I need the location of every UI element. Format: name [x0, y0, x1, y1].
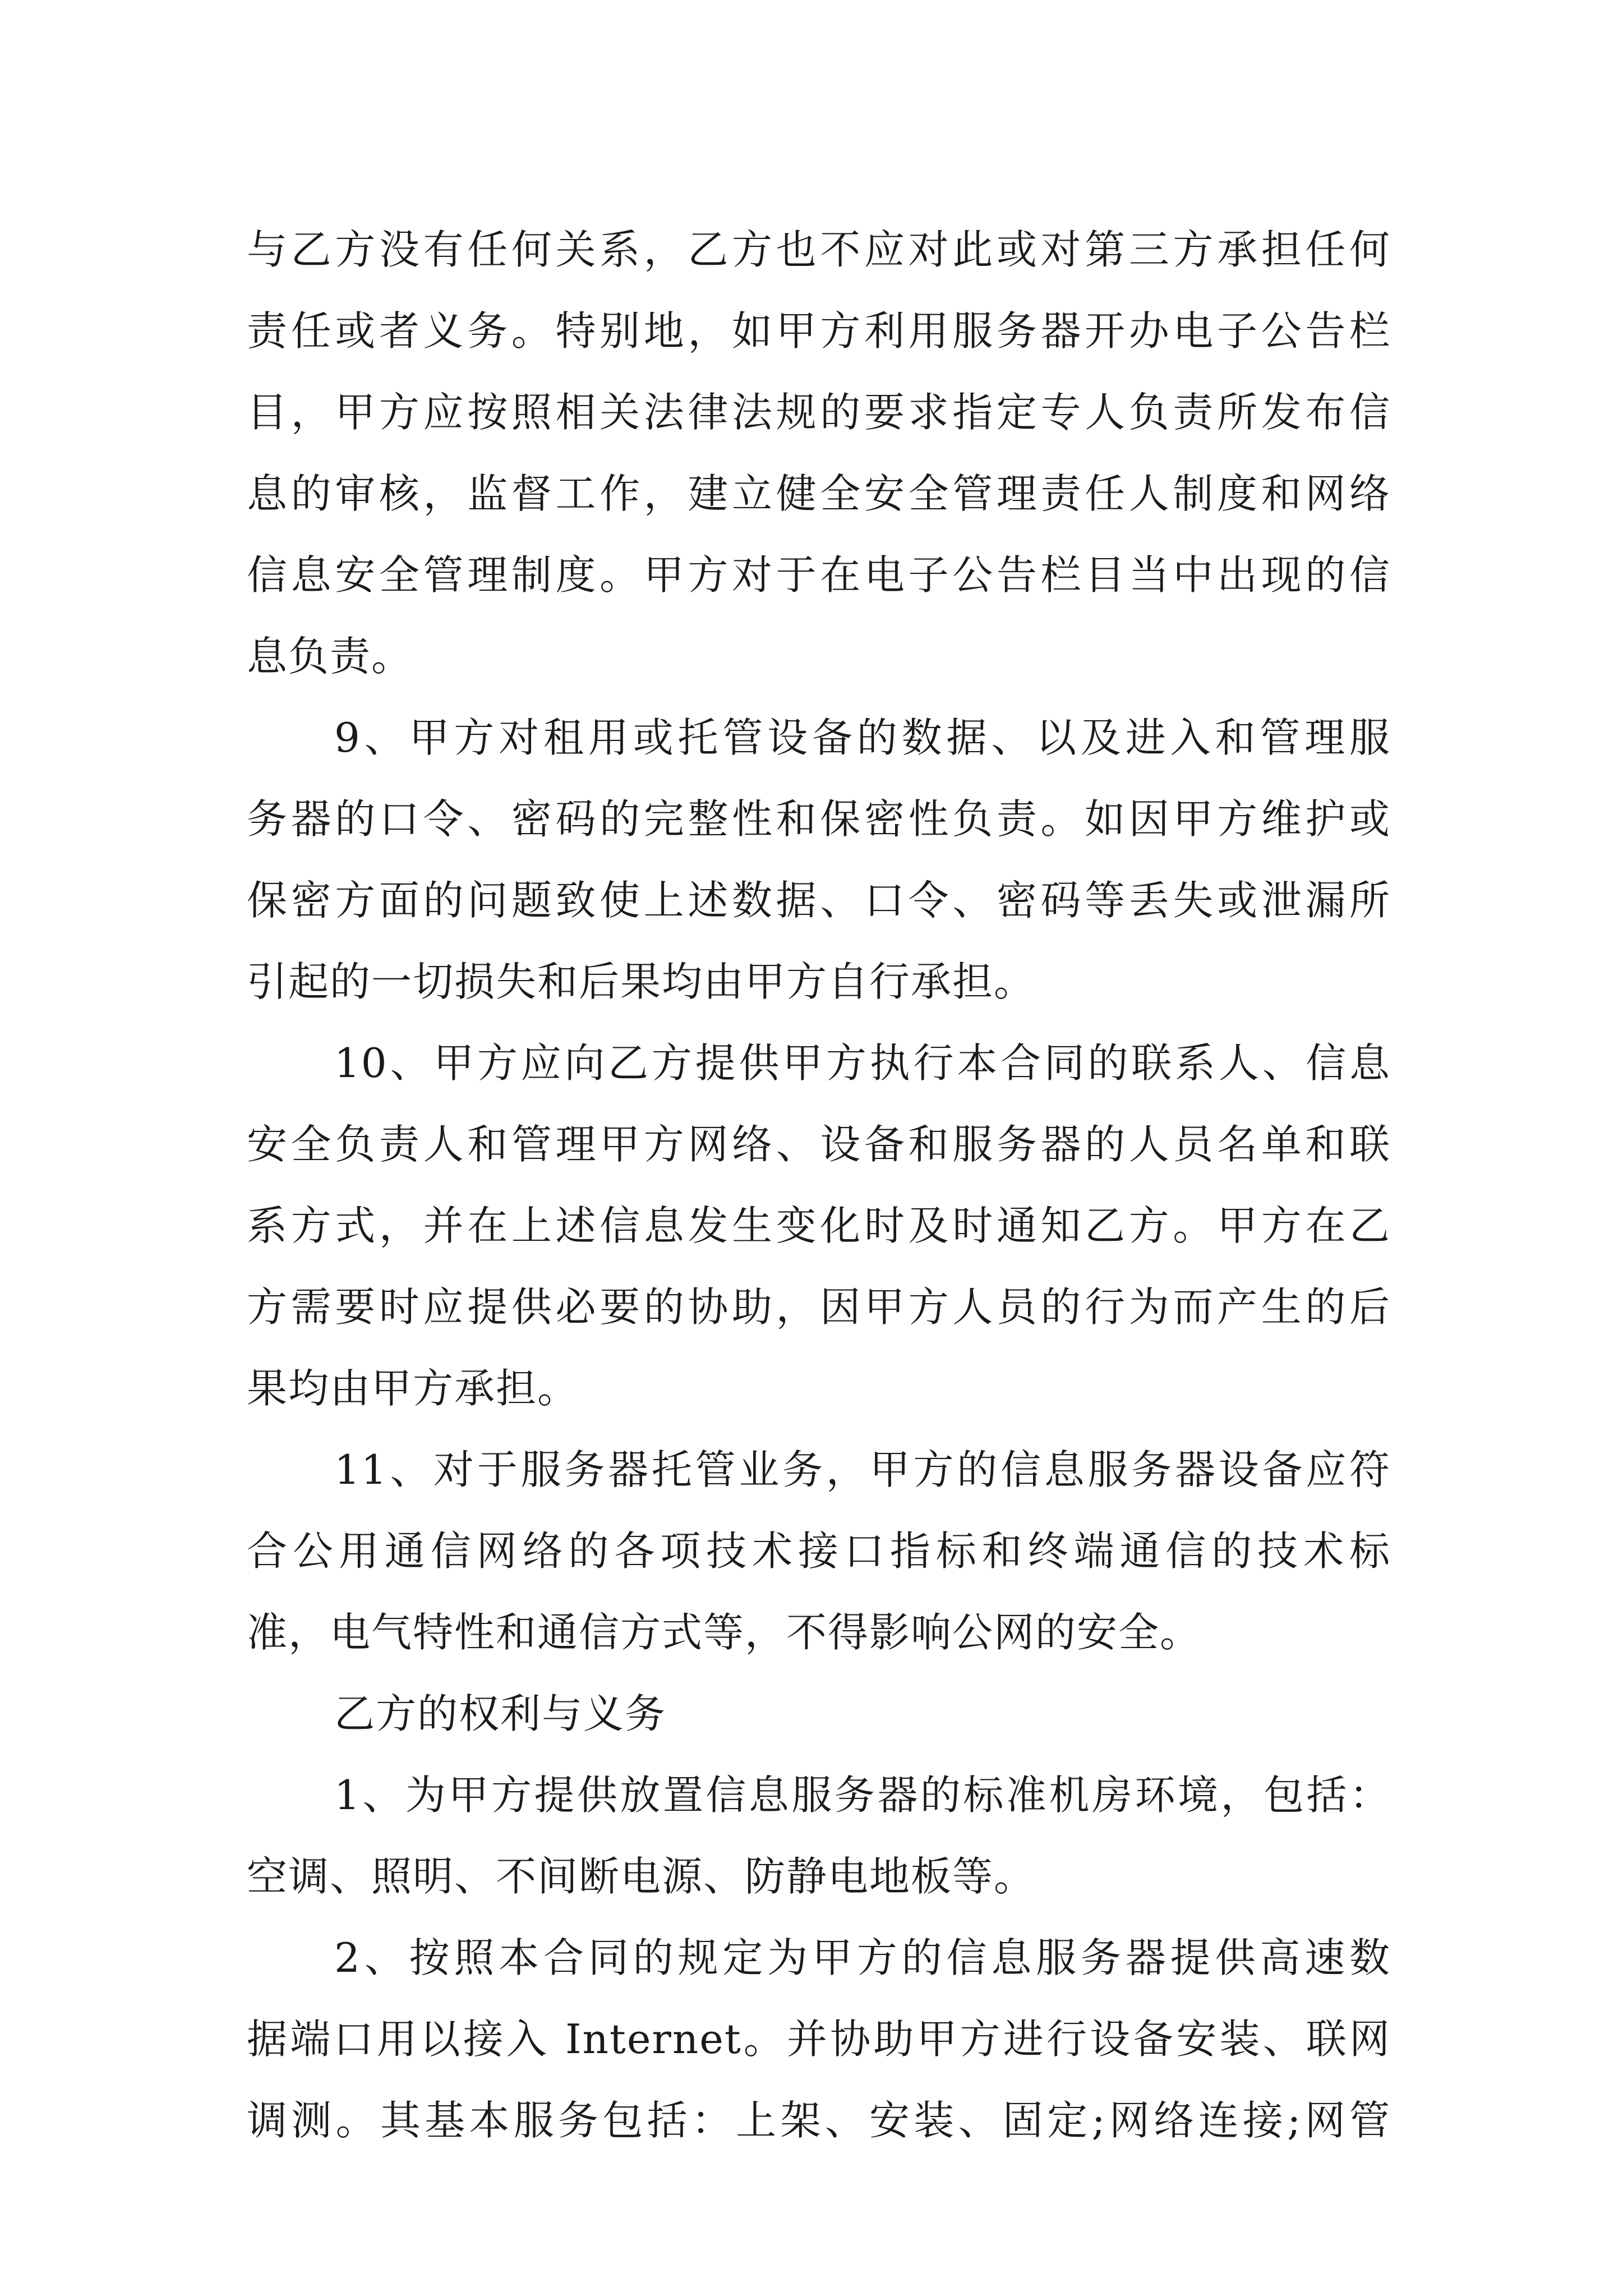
paragraph-line: 责任或者义务。特别地，如甲方利用服务器开办电子公告栏 [247, 307, 1391, 355]
paragraph-line: 目，甲方应按照相关法律法规的要求指定专人负责所发布信 [247, 389, 1391, 436]
paragraph-line: 息的审核，监督工作，建立健全安全管理责任人制度和网络 [247, 470, 1391, 517]
paragraph-line: 准，电气特性和通信方式等，不得影响公网的安全。 [247, 1609, 1202, 1656]
paragraph-line: 系方式，并在上述信息发生变化时及时通知乙方。甲方在乙 [247, 1202, 1391, 1249]
paragraph-line: 果均由甲方承担。 [247, 1365, 579, 1412]
paragraph-line: 合公用通信网络的各项技术接口指标和终端通信的技术标 [247, 1527, 1391, 1575]
paragraph-line: 1、为甲方提供放置信息服务器的标准机房环境，包括： [334, 1772, 1391, 1819]
paragraph-line: 保密方面的问题致使上述数据、口令、密码等丢失或泄漏所 [247, 877, 1391, 924]
paragraph-line: 息负责。 [247, 633, 413, 680]
paragraph-line: 2、按照本合同的规定为甲方的信息服务器提供高速数 [334, 1934, 1391, 1981]
paragraph-line: 调测。其基本服务包括：上架、安装、固定;网络连接;网管 [247, 2097, 1391, 2144]
paragraph-line: 方需要时应提供必要的协助，因甲方人员的行为而产生的后 [247, 1283, 1391, 1331]
paragraph-line: 空调、照明、不间断电源、防静电地板等。 [247, 1853, 1036, 1900]
section-heading: 乙方的权利与义务 [334, 1690, 667, 1737]
paragraph-line: 安全负责人和管理甲方网络、设备和服务器的人员名单和联 [247, 1121, 1391, 1168]
paragraph-line: 11、对于服务器托管业务，甲方的信息服务器设备应符 [334, 1446, 1391, 1493]
paragraph-line: 据端口用以接入 Internet。并协助甲方进行设备安装、联网 [247, 2016, 1391, 2063]
paragraph-line: 10、甲方应向乙方提供甲方执行本合同的联系人、信息 [334, 1039, 1391, 1087]
paragraph-line: 与乙方没有任何关系，乙方也不应对此或对第三方承担任何 [247, 226, 1391, 273]
paragraph-line: 引起的一切损失和后果均由甲方自行承担。 [247, 958, 1036, 1005]
paragraph-line: 务器的口令、密码的完整性和保密性负责。如因甲方维护或 [247, 795, 1391, 843]
paragraph-line: 9、甲方对租用或托管设备的数据、以及进入和管理服 [334, 714, 1391, 761]
paragraph-line: 信息安全管理制度。甲方对于在电子公告栏目当中出现的信 [247, 551, 1391, 599]
